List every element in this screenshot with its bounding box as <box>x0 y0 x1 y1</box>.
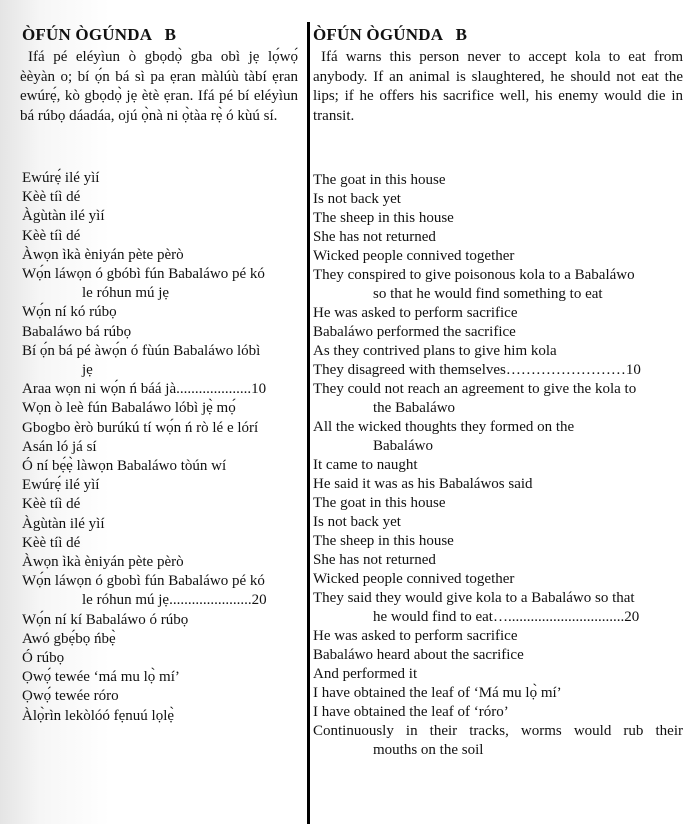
verse-line: Àgùtàn ilé yìí <box>22 515 105 532</box>
verse-line: Is not back yet <box>313 191 401 207</box>
verse-line: Ewúrẹ́ ilé yìí <box>22 477 100 494</box>
verse-line: As they contrived plans to give him kola <box>313 343 557 359</box>
verse-line-continuation: Babaláwo <box>373 438 433 454</box>
verse-line: Ọwọ́ tewée róro <box>22 688 119 705</box>
verse-line: Kèè tíì dé <box>22 227 81 244</box>
english-intro: Ifá warns this person never to accept kola to eat from anybody. If an animal is slaughtered, he should not eat the lips; if he offers his sacrifice well, his enemy would die in transit. <box>313 49 683 124</box>
verse-line-continuation: le róhun mú jẹ <box>82 285 170 302</box>
verse-line: He said it was as his Babaláwos said <box>313 476 533 492</box>
verse-line: Wọ́n ní kó rúbọ <box>22 304 117 321</box>
column-divider <box>307 22 310 824</box>
verse-line: The sheep in this house <box>313 533 454 549</box>
verse-line: Wọn ò leè fún Babaláwo lóbì jẹ̀ mọ́ <box>22 400 236 417</box>
verse-line: Ọwọ́ tewée ‘má mu lọ̀ mí’ <box>22 669 180 686</box>
verse-line: Awó gbẹ́bọ ńbẹ̀ <box>22 630 116 647</box>
verse-line: Araa wọn ni wọ́n ń báá jà....................10 <box>22 381 267 398</box>
verse-line: They disagreed with themselves……………………10 <box>313 362 641 378</box>
verse-line: Wọ́n láwọn ó gbobì fún Babaláwo pé kó <box>22 573 265 590</box>
verse-line: Asán ló já sí <box>22 438 97 455</box>
verse-line: Gbogbo èrò burúkú tí wọ́n ń rò lé e lórí <box>22 419 259 436</box>
yoruba-verse <box>22 169 298 726</box>
verse-line: Àgùtàn ilé yìí <box>22 208 105 225</box>
verse-line: He was asked to perform sacrifice <box>313 305 518 321</box>
verse-line: Wicked people connived together <box>313 571 515 587</box>
verse-line: Kèè tíì dé <box>22 189 81 206</box>
verse-line: They could not reach an agreement to give the kola to <box>313 381 637 397</box>
verse-line: They said they would give kola to a Babaláwo so that <box>313 590 635 606</box>
verse-line-continuation: so that he would find something to eat <box>373 286 603 302</box>
verse-line: Wọ́n láwọn ó gbóbì fún Babaláwo pé kó <box>22 266 265 283</box>
verse-line: She has not returned <box>313 552 436 568</box>
verse-line: The goat in this house <box>313 172 446 188</box>
english-heading: ÒFÚN ÒGÚNDA B <box>313 25 468 44</box>
verse-line: Wicked people connived together <box>313 248 515 264</box>
verse-line: Kèè tíì dé <box>22 534 81 551</box>
verse-line: It came to naught <box>313 457 418 473</box>
verse-line: Ewúrẹ́ ilé yìí <box>22 170 100 186</box>
verse-line: They conspired to give poisonous kola to a Babaláwo <box>313 267 635 283</box>
verse-line: The goat in this house <box>313 495 446 511</box>
english-verse <box>313 171 683 760</box>
verse-line: Babaláwo performed the sacrifice <box>313 324 516 340</box>
verse-line-continuation: mouths on the soil <box>373 742 484 758</box>
english-column <box>313 24 683 760</box>
verse-line: The sheep in this house <box>313 210 454 226</box>
verse-line: Bí ọ́n bá pé àwọ́n ó fùún Babaláwo lóbì <box>22 342 261 359</box>
verse-line: Babaláwo heard about the sacrifice <box>313 647 524 663</box>
verse-line: She has not returned <box>313 229 436 245</box>
verse-line-continuation: the Babaláwo <box>373 400 456 416</box>
verse-line: Babaláwo bá rúbọ <box>22 323 132 340</box>
verse-line-continuation: jẹ <box>82 362 93 379</box>
verse-line: All the wicked thoughts they formed on the <box>313 419 575 435</box>
verse-line: Continuously in their tracks, worms would rub their <box>313 723 683 739</box>
yoruba-heading: ÒFÚN ÒGÚNDA B <box>22 25 177 44</box>
verse-line-continuation: le róhun mú jẹ......................20 <box>82 592 267 609</box>
verse-line: Ó rúbọ <box>22 650 65 667</box>
verse-line: Àlọ̀rìn lekòlóó fẹnuú lọlẹ̀ <box>22 707 175 724</box>
verse-line: Is not back yet <box>313 514 401 530</box>
verse-line-continuation: he would find to eat…...............................20 <box>373 609 640 625</box>
verse-line: Àwọn ìkà èniyán pète pèrò <box>22 246 184 263</box>
verse-line: Kèè tíì dé <box>22 496 81 513</box>
yoruba-column <box>22 24 298 726</box>
yoruba-intro: Ifá pé eléyìun ò gbọdọ̀ gba obì jẹ lọ́wọ́ èèyàn o; bí ọ́n bá sì pa ẹran màlúù tàbí ẹran ewúrẹ́, kò gbọdọ̀ jẹ ètè ẹran. Ifá pé bí eléyìun bá rúbọ dáadáa, ojú ọ̀nà ni ọ̀tàa rẹ̀ ó kùú sí. <box>20 49 298 124</box>
verse-line: I have obtained the leaf of ‘róro’ <box>313 704 509 720</box>
verse-line: Ó ní bẹ́ẹ̀ làwọn Babaláwo tòún wí <box>22 458 227 475</box>
verse-line: Àwọn ìkà èniyán pète pèrò <box>22 554 184 571</box>
verse-line: He was asked to perform sacrifice <box>313 628 518 644</box>
verse-line: Wọ́n ní kí Babaláwo ó rúbọ <box>22 611 189 628</box>
verse-line: I have obtained the leaf of ‘Má mu lọ̀ mí’ <box>313 685 562 701</box>
verse-line: And performed it <box>313 666 418 682</box>
